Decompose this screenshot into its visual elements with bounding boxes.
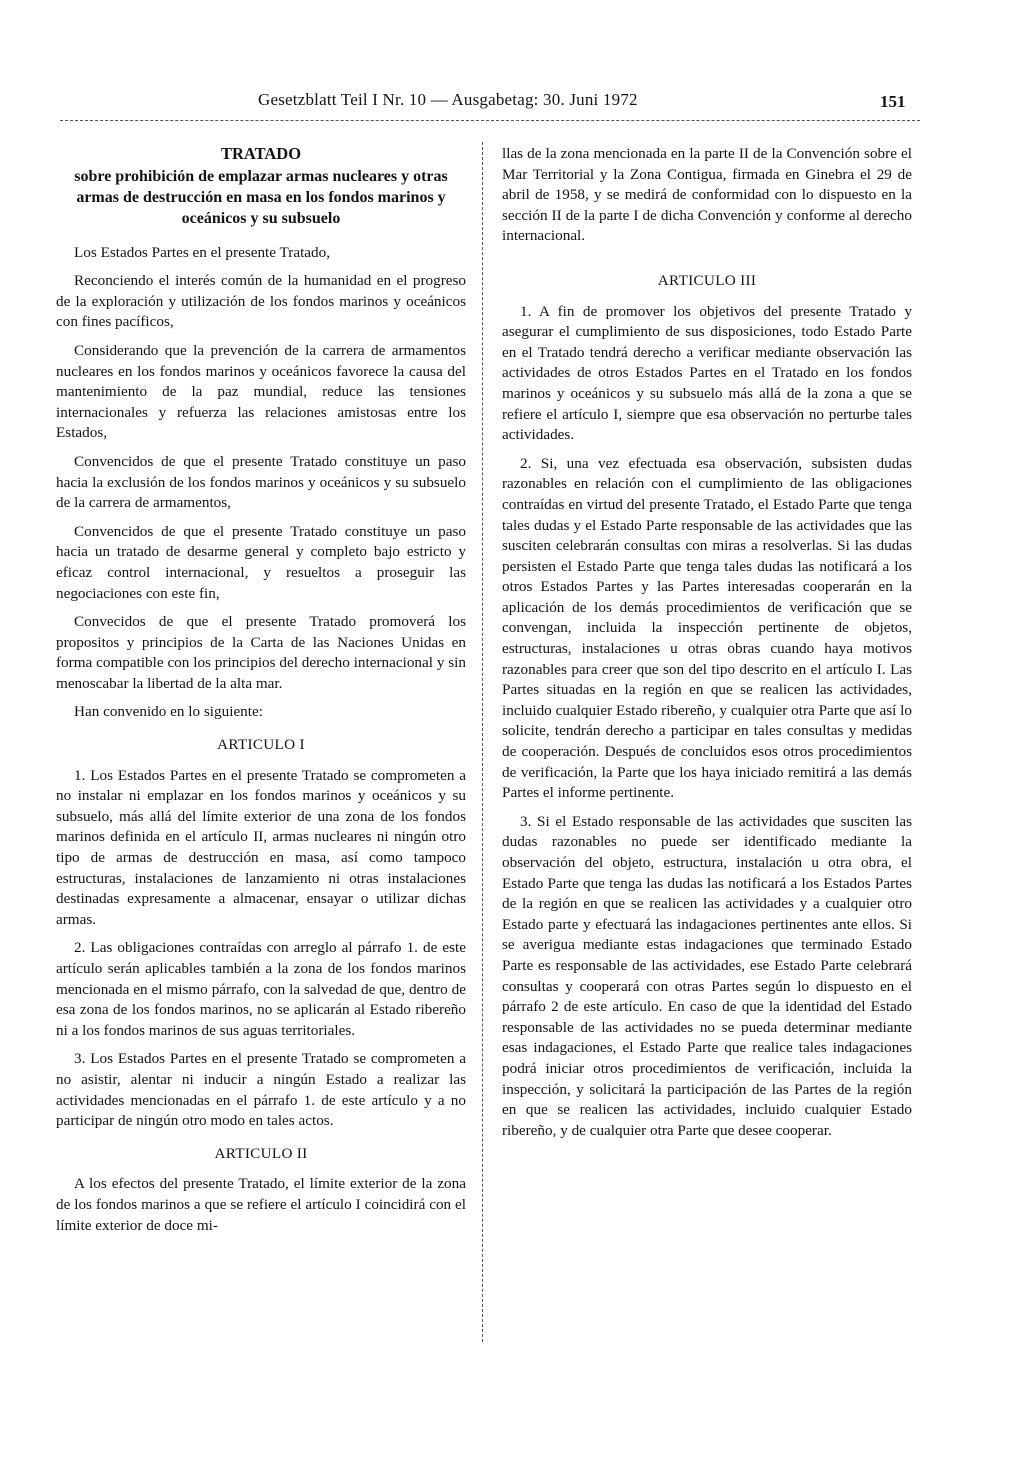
- preamble-paragraph: Convecidos de que el presente Tratado promoverá los propositos y principios de la Carta de las Naciones Unidas en forma compatible con los principios del derecho internacional y sin menoscabar la libertad de la alta mar.: [56, 613, 466, 692]
- left-column: [56, 144, 466, 1244]
- treaty-title: TRATADO: [220, 144, 302, 163]
- column-divider: [482, 142, 483, 1342]
- preamble-paragraph: Han convenido en lo siguiente:: [74, 703, 263, 721]
- article-2-continuation: llas de la zona mencionada en la parte II de la Convención sobre el Mar Territorial y la Zona Contigua, firmada en Ginebra el 29 de abril de 1958, y se medirá de conformidad con lo dispuesto en la sección II de la parte I de dicha Convención y conforme al derecho internacional.: [502, 145, 912, 245]
- preamble-paragraph: Reconciendo el interés común de la humanidad en el progreso de la exploración y utilización de los fondos marinos y oceánicos con fines pacíficos,: [56, 272, 466, 331]
- article-1-heading: ARTICULO I: [217, 736, 305, 754]
- right-column: [502, 144, 912, 1149]
- preamble-paragraph: Convencidos de que el presente Tratado constituye un paso hacia la exclusión de los fondos marinos y oceánicos y su subsuelo de la carrera de armamentos,: [56, 452, 466, 512]
- article-3-paragraph: 1. A fin de promover los objetivos del presente Tratado y asegurar el cumplimiento de sus disposiciones, todo Estado Parte en el Tratado tendrá derecho a verificar mediante observación las actividades de otros Estados Partes en el Tratado en los fondos marinos y oceánicos y su subsuelo más allá de la zona a que se refiere el artículo I, siempre que esa observación no perturbe tales actividades.: [502, 302, 912, 444]
- treaty-subtitle: sobre prohibición de emplazar armas nucleares y otras armas de destrucción en masa en los fondos marinos y oceánicos y su subsuelo: [74, 167, 448, 227]
- header-divider: [60, 120, 920, 121]
- article-3-heading: ARTICULO III: [657, 271, 757, 289]
- article-1-paragraph: 1. Los Estados Partes en el presente Tratado se comprometen a no instalar ni emplazar en los fondos marinos y oceánicos y su subsuelo, más allá del límite exterior de una zona de los fondos marinos definida en el artículo II, armas nucleares ni ningún otro tipo de armas de destrucción en masa, así como tampoco estructuras, instalaciones de lanzamiento ni otras instalaciones destinadas expresamente a almacenar, ensayar o utilizar dichas armas.: [56, 766, 466, 928]
- preamble-paragraph: Considerando que la prevención de la carrera de armamentos nucleares en los fondos marinos y oceánicos favorece la causa del mantenimiento de la paz mundial, reduce las tensiones internacionales y refuerza las relaciones amistosas entre los Estados,: [56, 341, 466, 442]
- article-3-paragraph: 3. Si el Estado responsable de las actividades que susciten las dudas razonables no puede ser identificado mediante la observación del objeto, estructura, instalación u otra obra, el Estado Parte que tenga las dudas las notificará a los Estados Partes de la región en que se realicen las actividades y a cualquier otro Estado parte y efectuará las indagaciones pertinentes ante ellos. Si se averigua mediante estas indagaciones que terminado Estado Parte es responsable de las actividades, ese Estado Parte celebrará consultas y cooperará con otras Partes según lo dispuesto en el párrafo 2 de este artículo. En caso de que la identidad del Estado responsable de las actividades no se pueda determinar mediante esas indagaciones, el Estado Parte que realice tales indagaciones podrá iniciar otros procedimientos de verificación, incluida la inspección, y solicitará la participación de las Partes de la región en que se realicen las actividades, incluido cualquier Estado ribereño, y de cualquier otra Parte que desee cooperar.: [502, 812, 912, 1139]
- page-number: 151: [880, 92, 906, 111]
- running-header: Gesetzblatt Teil I Nr. 10 — Ausgabetag: 30. Juni 1972: [258, 90, 638, 109]
- article-3-paragraph: 2. Si, una vez efectuada esa observación, subsisten dudas razonables en relación con el cumplimiento de las obligaciones contraídas en virtud del presente Tratado, el Estado Parte que tenga tales dudas y el Estado Parte responsable de las actividades que las susciten celebrarán consultas con miras a resolverlas. Si las dudas persisten el Estado Parte que tenga tales dudas las notificará a los otros Estados Partes y las Partes interesadas cooperarán en la aplicación de los demás procedimientos de verificación que se convengan, incluida la inspección pertinente de objetos, estructuras, instalaciones u otras obras cuando haya motivos razonables para creer que son del tipo descrito en el artículo I. Las Partes situadas en la región en que se realicen las actividades, incluido cualquier Estado ribereño, y cualquier otra Parte que así lo solicite, tendrán derecho a participar en tales consultas y medidas de cooperación. Después de concluidos esos otros procedimientos de verificación, la Parte que los haya iniciado remitirá a las demás Partes el informe pertinente.: [502, 454, 912, 802]
- article-1-paragraph: 3. Los Estados Partes en el presente Tratado se comprometen a no asistir, alentar ni inducir a ningún Estado a realizar las actividades mencionadas en el párrafo 1. de este artículo y a no participar de ningún otro modo en tales actos.: [56, 1050, 466, 1130]
- preamble-paragraph: Convencidos de que el presente Tratado constituye un paso hacia un tratado de desarme general y completo bajo estricto y eficaz control internacional, y resueltos a proseguir las negociaciones con este fin,: [56, 522, 466, 602]
- article-1-paragraph: 2. Las obligaciones contraídas con arreglo al párrafo 1. de este artículo serán aplicables también a la zona de los fondos marinos mencionada en el mismo párrafo, con la salvedad de que, dentro de esa zona de los fondos marinos, no se aplicarán al Estado ribereño ni a los fondos marinos de sus aguas territoriales.: [56, 939, 466, 1039]
- article-2-paragraph: A los efectos del presente Tratado, el límite exterior de la zona de los fondos marinos a que se refiere el artículo I coincidirá con el límite exterior de doce mi-: [56, 1175, 466, 1234]
- preamble-paragraph: Los Estados Partes en el presente Tratado,: [74, 243, 331, 261]
- article-2-heading: ARTICULO II: [214, 1144, 308, 1162]
